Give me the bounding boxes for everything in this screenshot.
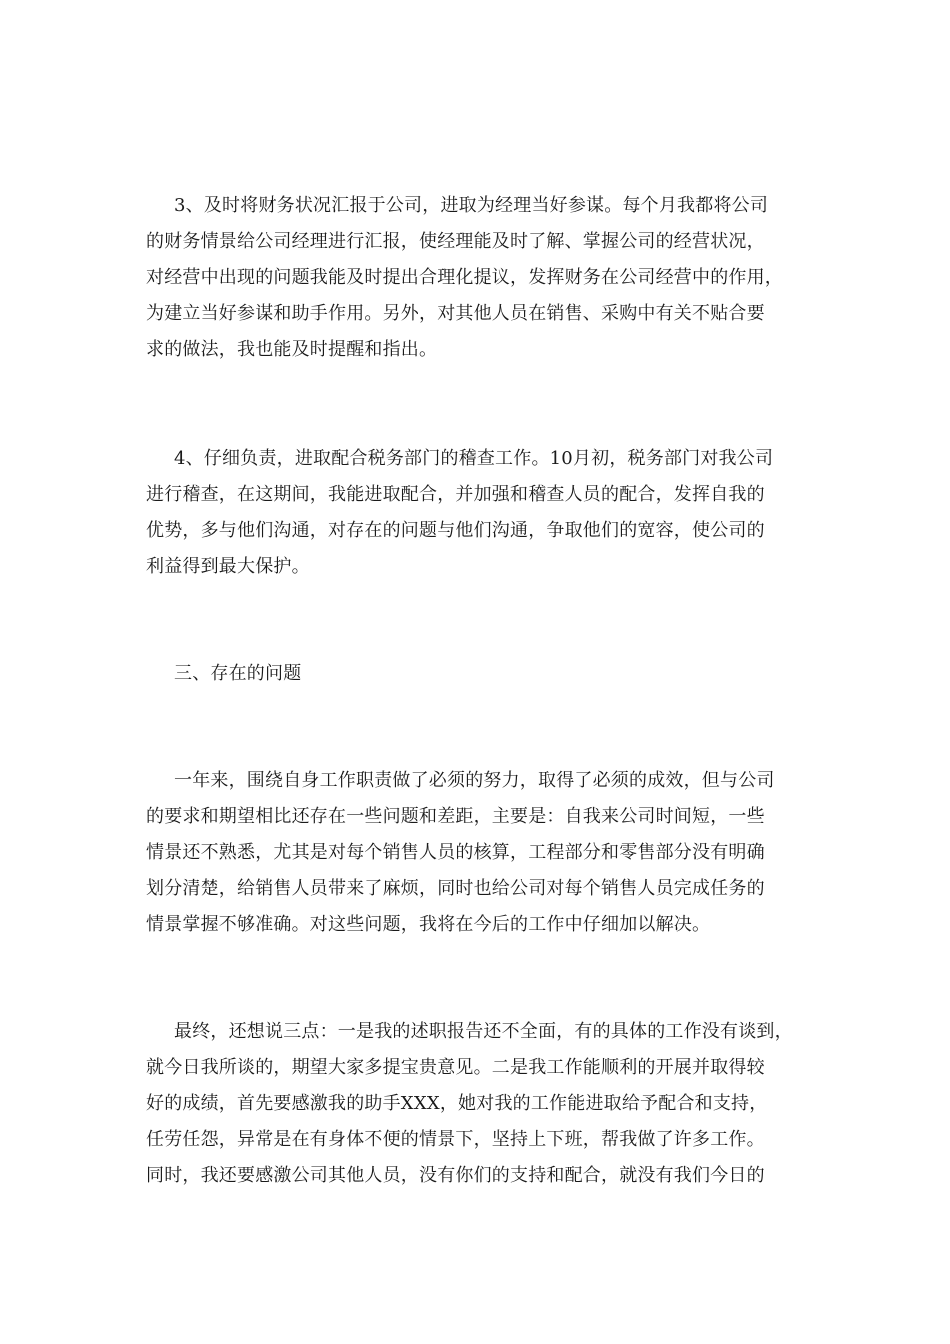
text-line: 进行稽查，在这期间，我能进取配合，并加强和稽查人员的配合，发挥自我的 [146, 484, 765, 505]
text-line: 好的成绩，首先要感激我的助手XXX，她对我的工作能进取给予配合和支持， [146, 1093, 768, 1114]
paragraph-problems [146, 763, 846, 943]
text-line: 同时，我还要感激公司其他人员，没有你们的支持和配合，就没有我们今日的 [146, 1165, 765, 1186]
paragraph-closing [146, 1014, 846, 1194]
text-line: 的财务情景给公司经理进行汇报，使经理能及时了解、掌握公司的经营状况， [146, 231, 765, 252]
text-line: 为建立当好参谋和助手作用。另外，对其他人员在销售、采购中有关不贴合要 [146, 303, 765, 324]
text-line: 一年来，围绕自身工作职责做了必须的努力，取得了必须的成效，但与公司 [174, 770, 775, 791]
text-line: 的要求和期望相比还存在一些问题和差距，主要是：自我来公司时间短，一些 [146, 806, 765, 827]
text-line: 就今日我所谈的，期望大家多提宝贵意见。二是我工作能顺利的开展并取得较 [146, 1057, 765, 1078]
text-line: 情景掌握不够准确。对这些问题，我将在今后的工作中仔细加以解决。 [146, 914, 711, 935]
paragraph-tax-audit [146, 441, 846, 585]
text-line: 划分清楚，给销售人员带来了麻烦，同时也给公司对每个销售人员完成任务的 [146, 878, 765, 899]
text-line: 优势，多与他们沟通，对存在的问题与他们沟通，争取他们的宽容，使公司的 [146, 520, 765, 541]
text-line: 利益得到最大保护。 [146, 556, 310, 577]
section-heading: 三、存在的问题 [174, 663, 302, 684]
text-line: 3、及时将财务状况汇报于公司，进取为经理当好参谋。每个月我都将公司 [174, 195, 769, 216]
text-line: 求的做法，我也能及时提醒和指出。 [146, 339, 438, 360]
text-line: 4、仔细负责，进取配合税务部门的稽查工作。10月初，税务部门对我公司 [174, 448, 774, 469]
text-line: 任劳任怨，异常是在有身体不便的情景下，坚持上下班，帮我做了许多工作。 [146, 1129, 765, 1150]
text-line: 情景还不熟悉，尤其是对每个销售人员的核算，工程部分和零售部分没有明确 [146, 842, 765, 863]
text-line: 最终，还想说三点：一是我的述职报告还不全面，有的具体的工作没有谈到， [174, 1021, 793, 1042]
section-heading-problems [146, 656, 846, 692]
text-line: 对经营中出现的问题我能及时提出合理化提议，发挥财务在公司经营中的作用， [146, 267, 783, 288]
paragraph-financial-reporting [146, 188, 846, 368]
